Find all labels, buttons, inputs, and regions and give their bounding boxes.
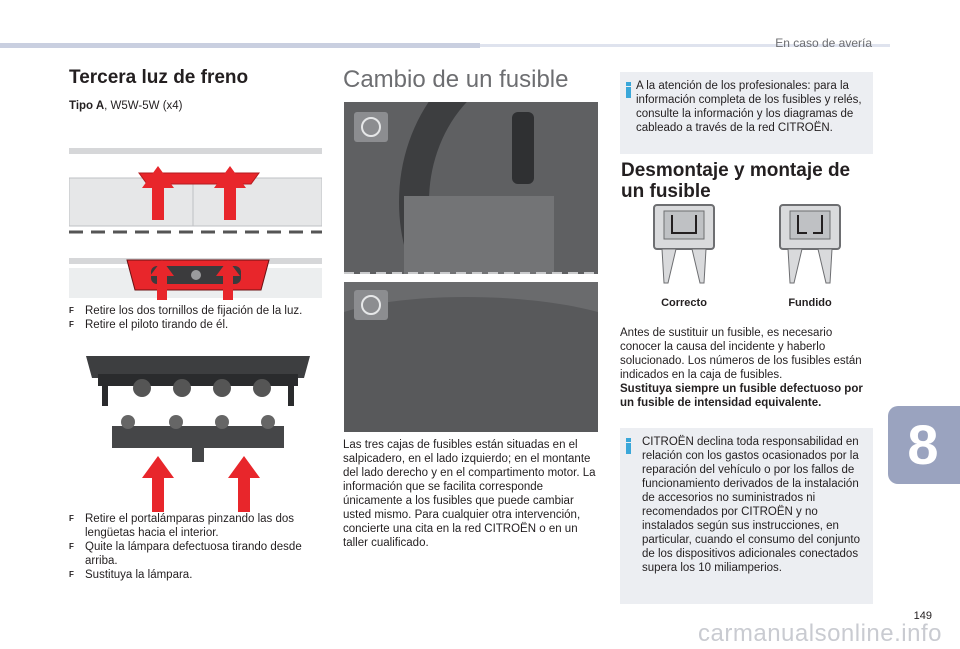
dashboard-photo-upper bbox=[344, 102, 598, 274]
fuse-good-icon bbox=[650, 203, 718, 289]
fuse-good-label: Correcto bbox=[661, 297, 707, 309]
step-item: F Sustituya la lámpara. bbox=[69, 568, 309, 582]
step-item: F Quite la lámpara defectuosa tirando desde arriba. bbox=[69, 540, 309, 568]
info-text-responsibility: CITROËN declina toda responsabilidad en relación con los gastos ocasionados por la reparación del vehículo o por los fallos de funcionamiento derivados de la instalación de accesorios no suministrados ni recomendados por CITROËN y no instalados según sus instrucciones, en particular, cuando el consumo del conjunto de los dispositivos adicionales conectados supera los 10 miliamperios. bbox=[642, 436, 861, 574]
pinch-arrows-icon bbox=[142, 456, 262, 512]
lamp-type-label: Tipo A bbox=[69, 100, 105, 112]
fuse-box-paragraph: Las tres cajas de fusibles están situadas en el salpicadero, en el lado izquierdo; en el montante del lado derecho y en el compartimento motor. La información que se facilita corresponde únicamente a los fusibles que puede cambiar usted mismo. Para cualquier otra intervención, concierte una cita en la red CITROËN o en un taller cualificado. bbox=[343, 439, 596, 549]
fuse-paragraph-text: Antes de sustituir un fusible, es necesario conocer la causa del incidente y haberlo solucionado. Los números de los fusibles están indicados en la caja de fusibles. bbox=[620, 327, 862, 381]
info-icon bbox=[626, 438, 631, 454]
steps-replace-lamp bbox=[69, 512, 309, 582]
section-title-fuse-removal: Desmontaje y montaje de un fusible bbox=[621, 160, 851, 202]
fuse-blown-label: Fundido bbox=[788, 297, 832, 309]
lamp-type bbox=[69, 99, 183, 113]
header-rule bbox=[0, 43, 480, 48]
fuse-paragraph bbox=[620, 326, 872, 410]
chapter-title: En caso de avería bbox=[775, 36, 872, 50]
screw-arrows-icon bbox=[148, 260, 242, 300]
section-title-brake-light: Tercera luz de freno bbox=[69, 67, 249, 88]
page-number: 149 bbox=[913, 610, 932, 622]
dashboard-photo-lower bbox=[344, 282, 598, 432]
fuse-blown-icon bbox=[776, 203, 844, 289]
up-arrows-icon bbox=[140, 166, 248, 220]
info-icon bbox=[626, 82, 631, 98]
fuse-paragraph-bold: Sustituya siempre un fusible defectuoso por un fusible de intensidad equivalente. bbox=[620, 383, 863, 409]
lamp-type-value: , W5W-5W (x4) bbox=[104, 100, 183, 112]
step-item: F Retire los dos tornillos de fijación de la luz. bbox=[69, 304, 319, 318]
steps-remove-light bbox=[69, 304, 319, 332]
step-item: F Retire el portalámparas pinzando las dos lengüetas hacia el interior. bbox=[69, 512, 309, 540]
step-item: F Retire el piloto tirando de él. bbox=[69, 318, 319, 332]
watermark: carmanualsonline.info bbox=[698, 620, 942, 647]
info-text-professionals: A la atención de los profesionales: para la información completa de los fusibles y relés, consulte la información y los diagramas de cableado a través de la red CITROËN. bbox=[636, 80, 862, 134]
section-title-fuse: Cambio de un fusible bbox=[343, 66, 569, 93]
chapter-number: 8 bbox=[907, 413, 939, 476]
